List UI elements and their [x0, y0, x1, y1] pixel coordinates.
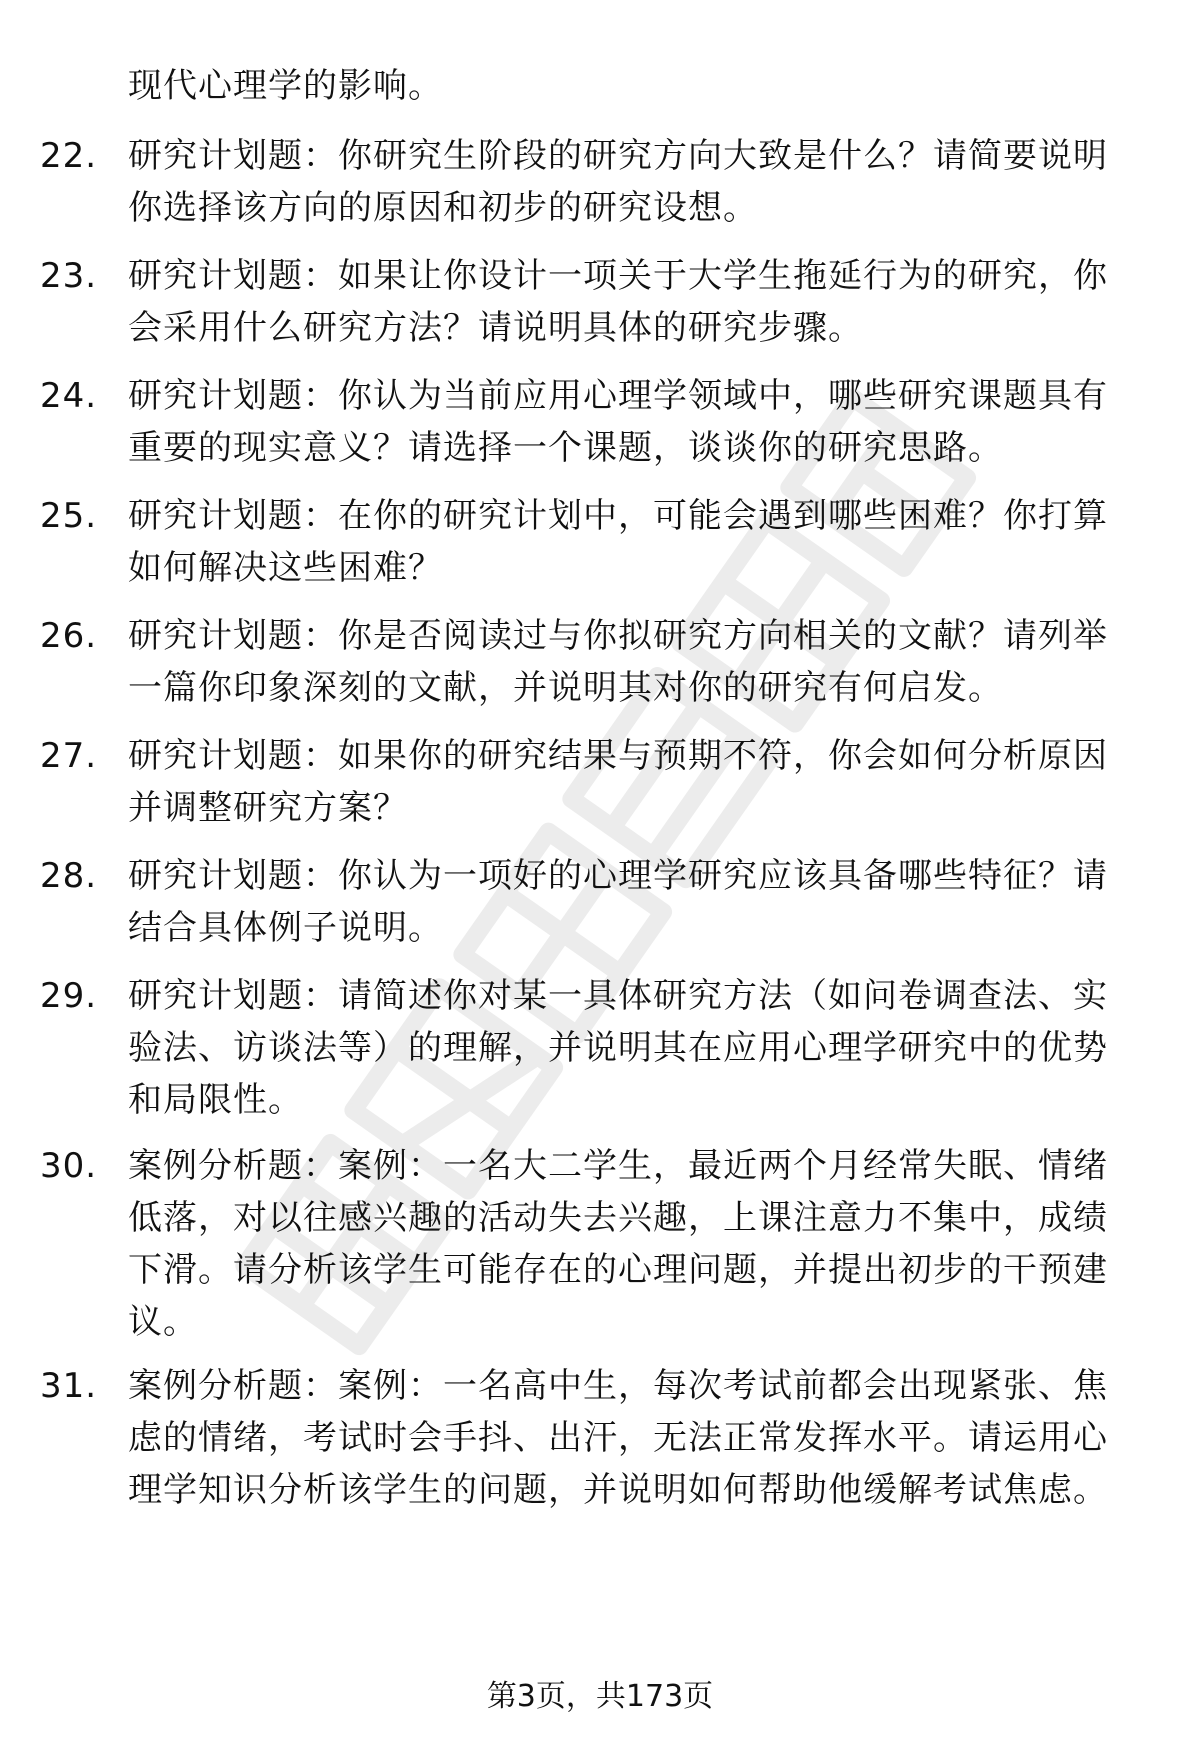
question-number: 27. — [40, 736, 98, 776]
question-number: 26. — [40, 616, 98, 656]
question-text: 研究计划题：你认为一项好的心理学研究应该具备哪些特征？请结合具体例子说明。 — [128, 856, 1108, 948]
question-item — [40, 730, 1140, 834]
question-item — [40, 1360, 1140, 1516]
continuation-text: 现代心理学的影响。 — [128, 66, 443, 106]
question-item — [40, 250, 1140, 354]
question-number: 22. — [40, 136, 98, 176]
question-item — [40, 610, 1140, 714]
question-number: 31. — [40, 1366, 98, 1406]
question-number: 25. — [40, 496, 98, 536]
question-text: 研究计划题：请简述你对某一具体研究方法（如问卷调查法、实验法、访谈法等）的理解，并说明其在应用心理学研究中的优势和局限性。 — [128, 976, 1108, 1120]
question-number: 30. — [40, 1146, 98, 1186]
question-item — [40, 370, 1140, 474]
question-number: 28. — [40, 856, 98, 896]
question-item — [40, 490, 1140, 594]
question-item — [40, 850, 1140, 954]
question-text: 研究计划题：你研究生阶段的研究方向大致是什么？请简要说明你选择该方向的原因和初步的研究设想。 — [128, 136, 1108, 228]
question-text: 研究计划题：如果你的研究结果与预期不符，你会如何分析原因并调整研究方案？ — [128, 736, 1108, 828]
question-item — [40, 970, 1140, 1126]
question-number: 23. — [40, 256, 98, 296]
question-item — [40, 130, 1140, 234]
page-footer: 第3页，共173页 — [486, 1679, 714, 1714]
question-text: 案例分析题：案例：一名高中生，每次考试前都会出现紧张、焦虑的情绪，考试时会手抖、出汗，无法正常发挥水平。请运用心理学知识分析该学生的问题，并说明如何帮助他缓解考试焦虑。 — [128, 1366, 1108, 1510]
question-number: 24. — [40, 376, 98, 416]
question-text: 研究计划题：如果让你设计一项关于大学生拖延行为的研究，你会采用什么研究方法？请说明具体的研究步骤。 — [128, 256, 1108, 348]
question-text: 研究计划题：你认为当前应用心理学领域中，哪些研究课题具有重要的现实意义？请选择一个课题，谈谈你的研究思路。 — [128, 376, 1108, 468]
question-text: 案例分析题：案例：一名大二学生，最近两个月经常失眠、情绪低落，对以往感兴趣的活动失去兴趣，上课注意力不集中，成绩下滑。请分析该学生可能存在的心理问题，并提出初步的干预建议。 — [128, 1146, 1108, 1342]
question-item — [40, 1140, 1140, 1348]
question-text: 研究计划题：你是否阅读过与你拟研究方向相关的文献？请列举一篇你印象深刻的文献，并说明其对你的研究有何启发。 — [128, 616, 1108, 708]
question-number: 29. — [40, 976, 98, 1016]
question-text: 研究计划题：在你的研究计划中，可能会遇到哪些困难？你打算如何解决这些困难？ — [128, 496, 1108, 588]
